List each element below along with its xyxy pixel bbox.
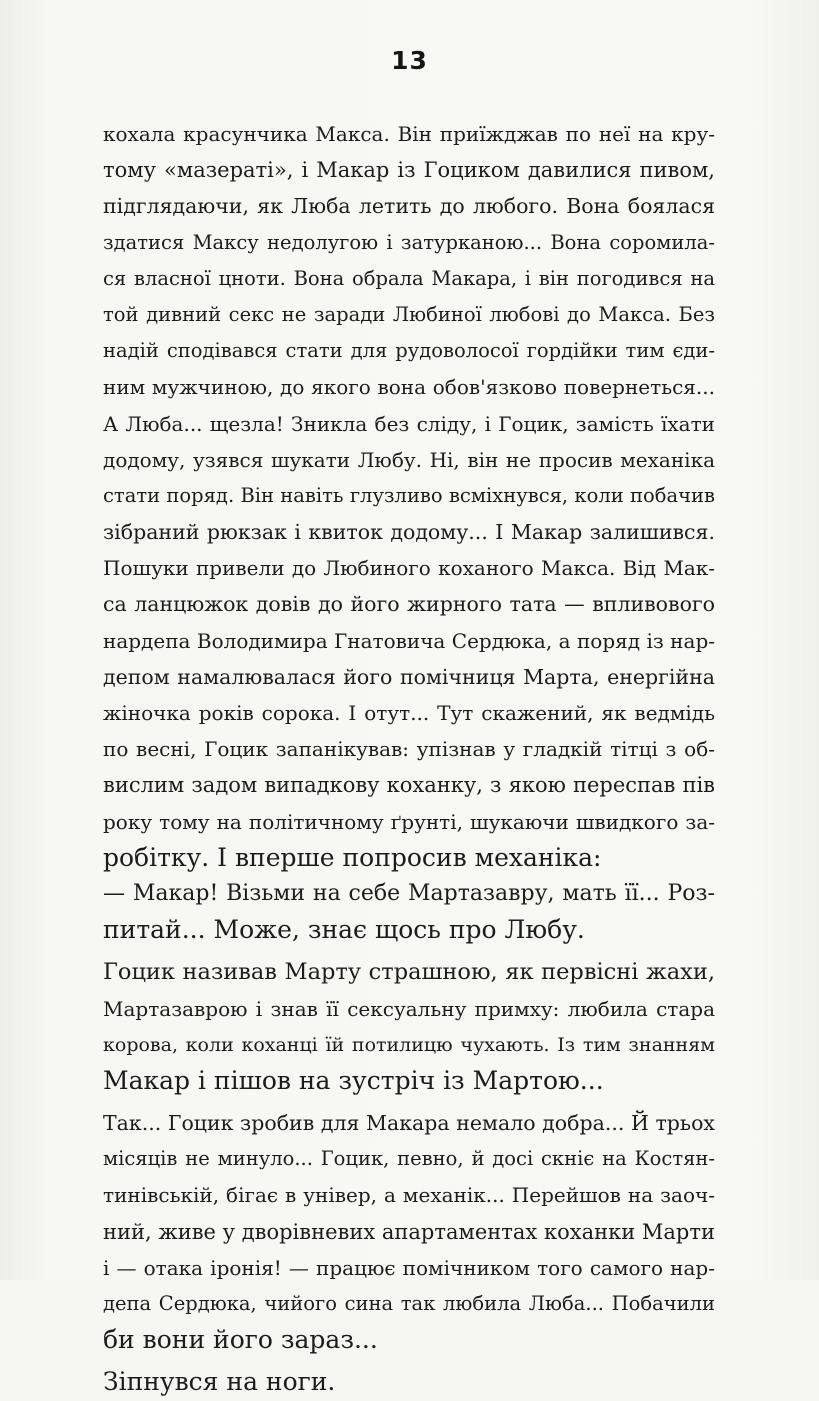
text-line: здатися Максу недолугою і затурканою... Вона соромила- <box>103 230 715 254</box>
text-line: — Макар! Візьми на себе Мартазавру, мать її... Роз- <box>103 880 715 906</box>
text-line: підглядаючи, як Люба летить до любого. Вона боялася <box>103 194 715 219</box>
text-line: питай... Може, знає щось про Любу. <box>103 915 585 945</box>
text-line: робітку. І вперше попросив механіка: <box>103 842 602 872</box>
text-line: стати поряд. Він навіть глузливо всміхнувся, коли побачив <box>103 483 715 507</box>
body-text <box>103 116 715 1401</box>
text-line: зібраний рюкзак і квиток додому... І Макар залишився. <box>103 520 715 545</box>
text-line: нардепа Володимира Гнатовича Сердюка, а поряд із нар- <box>103 628 715 653</box>
text-line: са ланцюжок довів до його жирного тата — впливового <box>103 592 715 617</box>
text-line: ний, живе у дворівневих апартаментах коханки Марти <box>103 1219 715 1244</box>
text-line: депа Сердюка, чийого сина так любила Люба... Побачили <box>103 1292 715 1315</box>
text-line: Мартазаврою і знав її сексуальну примху: любила стара <box>103 996 715 1021</box>
text-line: тому «мазераті», і Макар із Гоциком давилися пивом, <box>103 158 715 183</box>
text-line: Гоцик називав Марту страшною, як первісні жахи, <box>103 959 715 986</box>
text-line: би вони його зараз... <box>103 1325 378 1355</box>
text-line: корова, коли коханці їй потилицю чухають. Із тим знанням <box>103 1033 715 1056</box>
text-line: Зіпнувся на ноги. <box>103 1367 336 1397</box>
text-line: Так... Гоцик зробив для Макара немало добра... Й трьох <box>103 1111 715 1136</box>
text-line: ся власної цноти. Вона обрала Макара, і він погодився на <box>103 266 715 290</box>
text-line: Макар і пішов на зустріч із Мартою... <box>103 1065 604 1095</box>
text-line: вислим задом випадкову коханку, з якою переспав пів <box>103 773 715 798</box>
text-line: Пошуки привели до Любиного коханого Макса. Від Мак- <box>103 556 715 581</box>
text-line: місяців не минуло... Гоцик, певно, й досі скніє на Костян- <box>103 1147 715 1171</box>
text-line: ним мужчиною, до якого вона обов'язково повернеться... <box>103 375 715 400</box>
text-line: А Люба... щезла! Зникла без сліду, і Гоцик, замість їхати <box>103 411 715 436</box>
text-line: той дивний секс не заради Любиної любові до Макса. Без <box>103 302 715 326</box>
text-line: року тому на політичному ґрунті, шукаючи швидкого за- <box>103 809 715 834</box>
text-line: і — отака іронія! — працює помічником того самого нар- <box>103 1255 715 1280</box>
text-line: депом намалювалася його помічниця Марта, енергійна <box>103 664 715 689</box>
text-line: кохала красунчика Макса. Він приїжджав по неї на кру- <box>103 122 715 146</box>
text-line: жіночка років сорока. І отут... Тут скажений, як ведмідь <box>103 701 715 725</box>
page-number: 13 <box>391 46 428 75</box>
text-line: надій сподівався стати для рудоволосої гордійки тим єди- <box>103 339 715 363</box>
text-line: тинівській, бігає в універ, а механік... Перейшов на заоч- <box>103 1183 715 1208</box>
text-line: додому, узявся шукати Любу. Ні, він не просив механіка <box>103 447 715 472</box>
text-line: по весні, Гоцик запанікував: упізнав у гладкій тітці з об- <box>103 737 715 762</box>
